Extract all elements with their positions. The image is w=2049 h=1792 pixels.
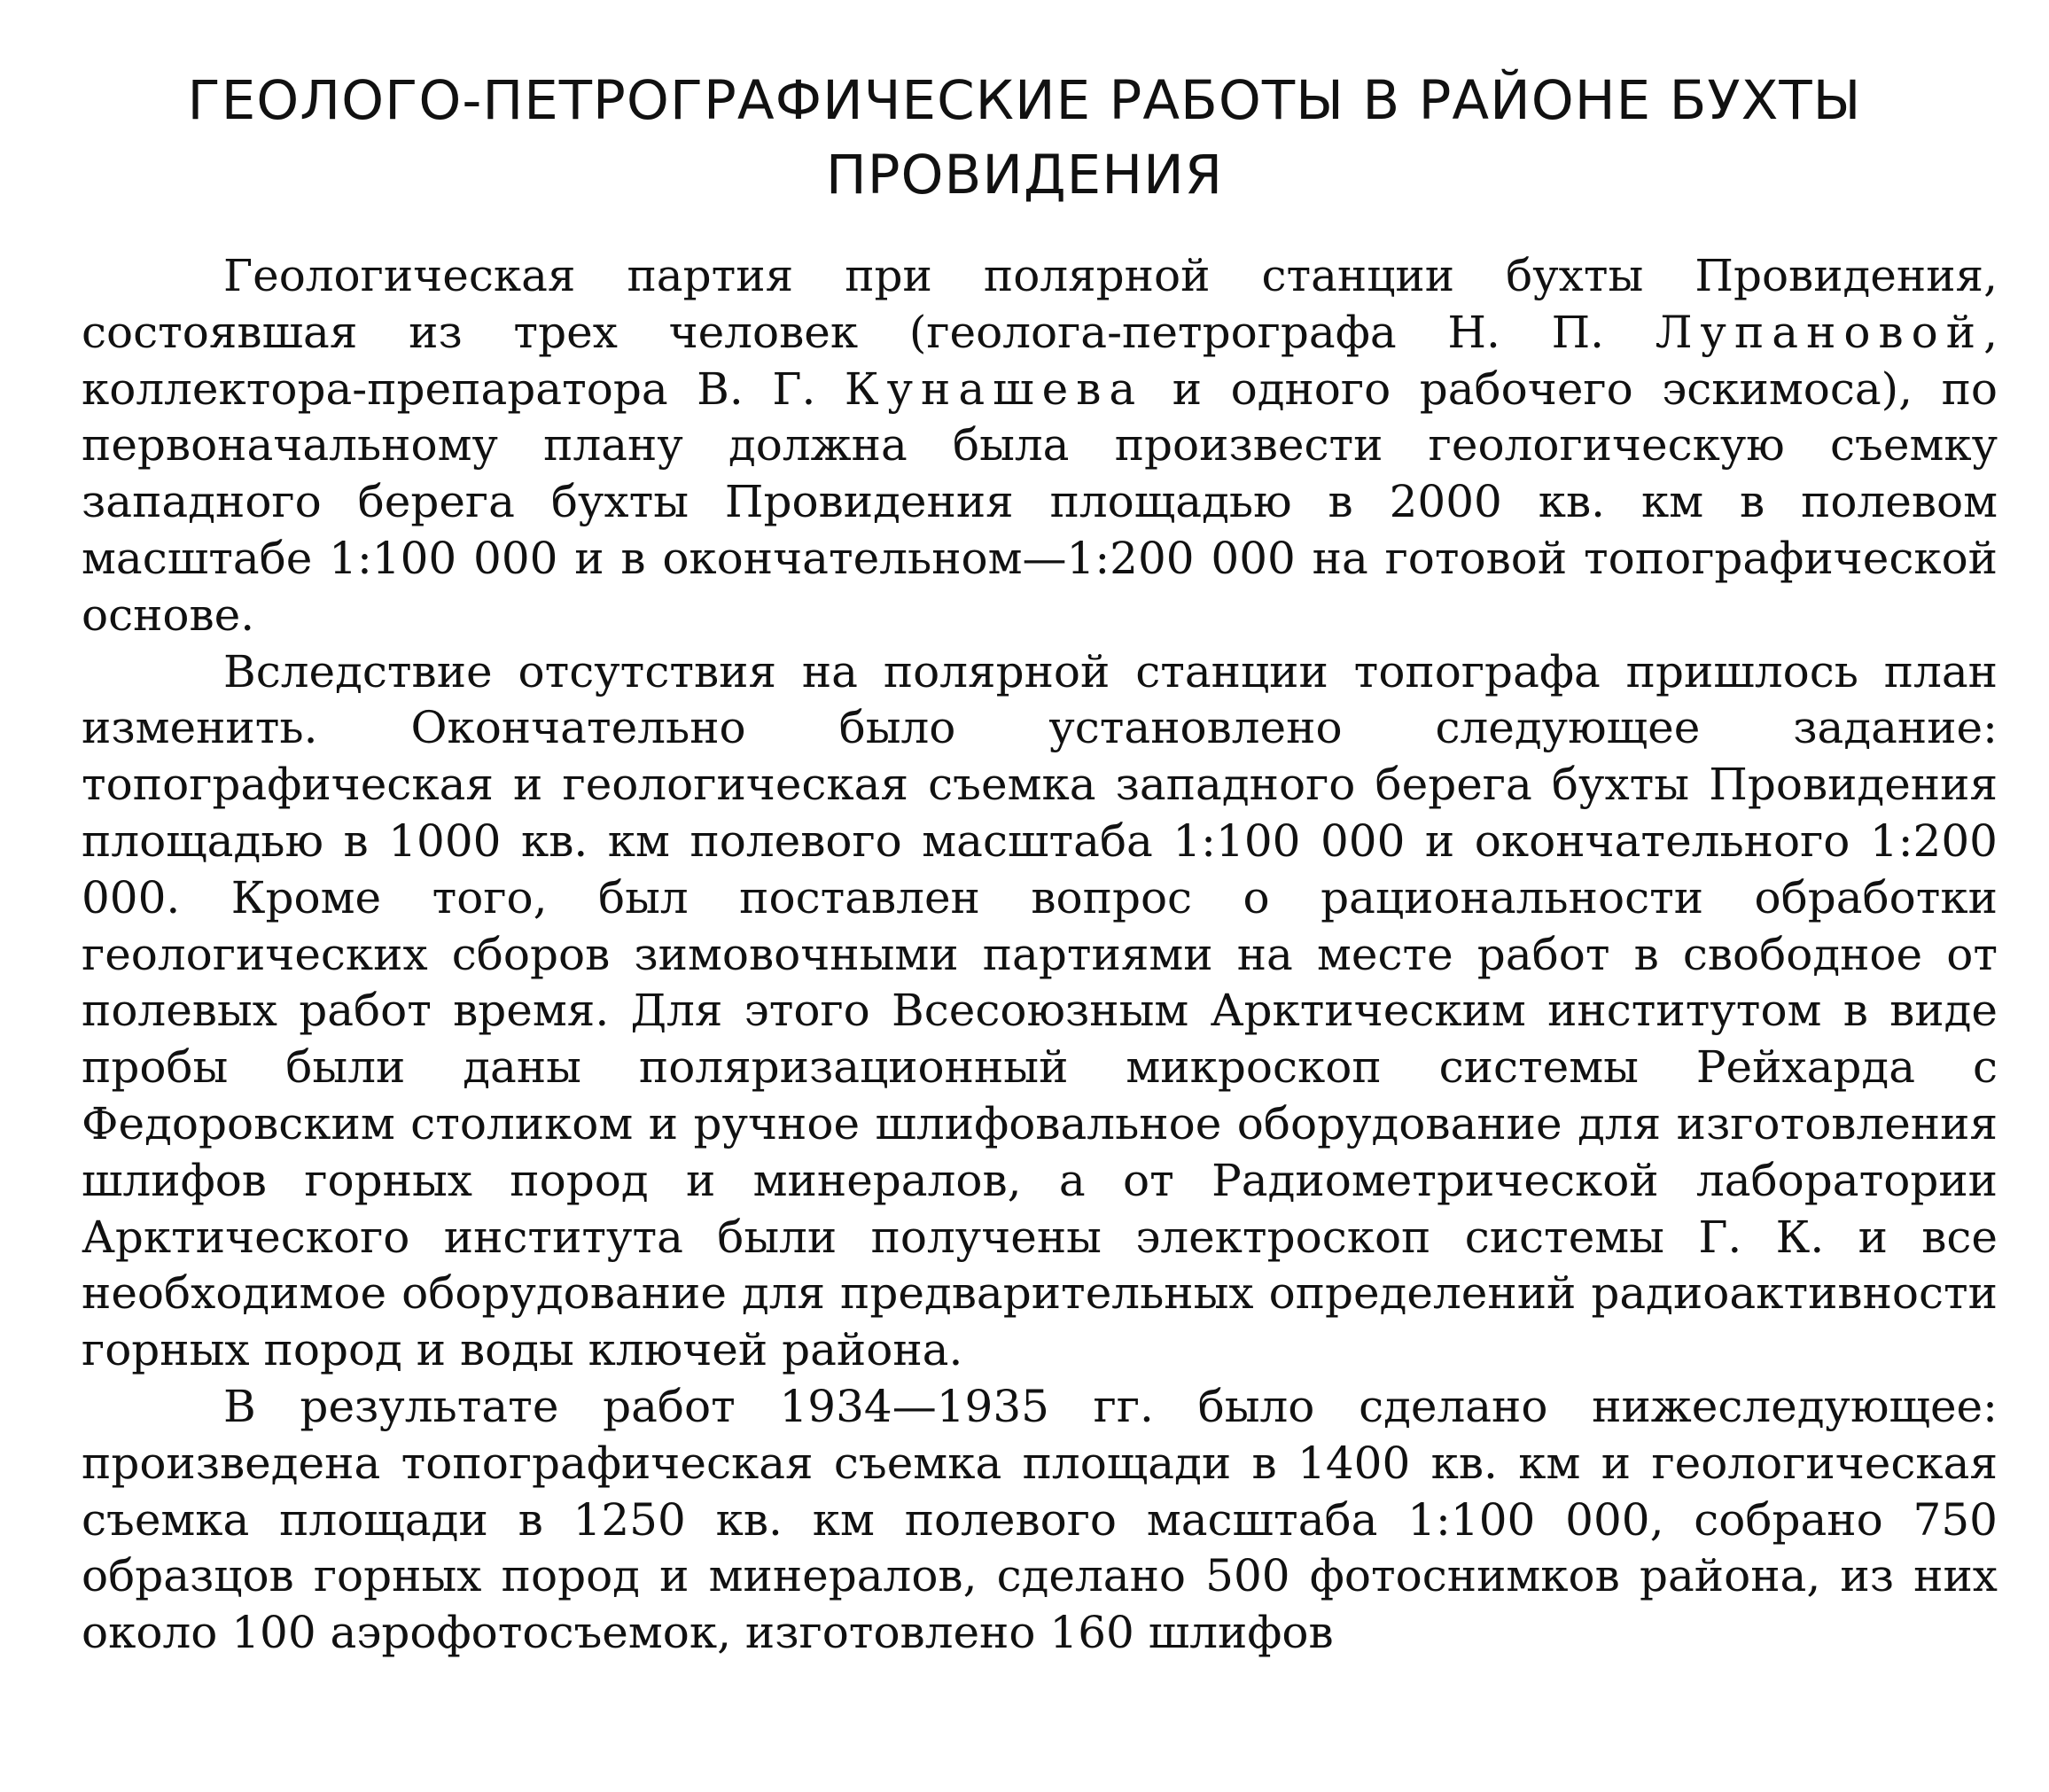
title-line-1: ГЕОЛОГО-ПЕТРОГРАФИЧЕСКИЕ РАБОТЫ В РАЙОНЕ БУХТЫ — [187, 69, 1862, 132]
paragraph-1 — [82, 248, 1998, 644]
paragraph-2: Вследствие отсутствия на полярной станции топографа пришлось план изменить. Окончательно было установлено следующее задание: топографическая и геологическая съемка западного берега бухты Провидения площадью в 1000 кв. км полевого масштаба 1:100 000 и окончательного 1:200 000. Кроме того, был поставлен вопрос о рациональности обработки геологических сборов зимовочными партиями на месте работ в свободное от полевых работ время. Для этого Всесоюзным Арктическим институтом в виде пробы были даны поляризационный микроскоп системы Рейхарда с Федоровским столиком и ручное шлифовальное оборудование для изготовления шлифов горных пород и минералов, а от Радиометрической лаборатории Арктического института были получены электроскоп системы Г. К. и все необходимое оборудование для предварительных определений радиоактивности горных пород и воды ключей района. — [82, 645, 1998, 1376]
emphasized-name-lupanova: Лупановой — [1655, 306, 1984, 358]
paragraph-1-part-1: Геологическая партия при полярной станции бухты Провидения, состоявшая из трех человек (геолога-петрографа Н. П. — [82, 250, 1998, 358]
paragraph-3: В результате работ 1934—1935 гг. было сделано нижеследующее: произведена топографическая съемка площади в 1400 кв. км и геологическая съемка площади в 1250 кв. км полевого масштаба 1:100 000, собрано 750 образцов горных пород и минералов, сделано 500 фотоснимков района, из них около 100 аэрофотосъемок, изготовлено 160 шлифов — [82, 1380, 1998, 1659]
page-title — [106, 64, 1943, 213]
title-line-2: ПРОВИДЕНИЯ — [825, 144, 1224, 206]
paragraph-1-part-3: и одного рабочего эскимоса), по первоначальному плану должна была произвести геологическую съемку западного берега бухты Провидения площадью в 2000 кв. км в полевом масштабе 1:100 000 и в окончательном—1:200 000 на готовой топографической основе. — [82, 362, 1998, 641]
body-text — [82, 248, 1998, 1662]
emphasized-name-kunashev: Кунашева — [844, 362, 1144, 415]
paragraph-1-part-2: , коллектора-препаратора В. Г. — [82, 306, 1998, 415]
